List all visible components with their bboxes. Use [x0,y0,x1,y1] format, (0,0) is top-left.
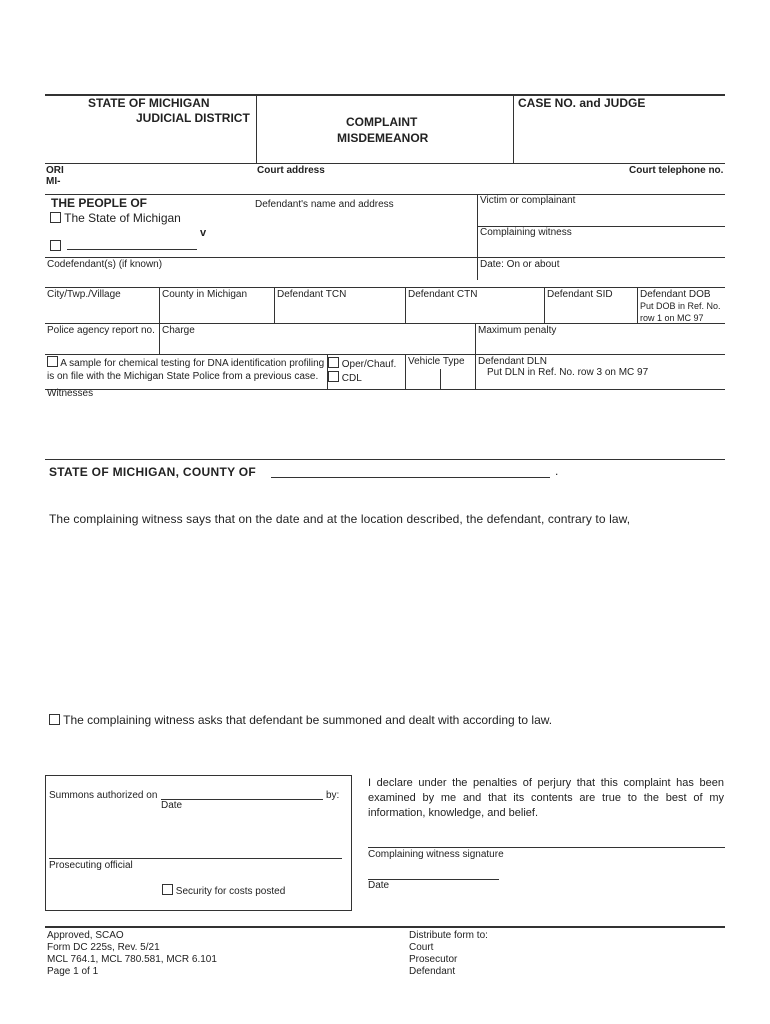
id-row-div-2 [274,287,275,323]
footer-approved: Approved, SCAO [47,930,124,941]
summoned-option[interactable] [49,713,552,727]
charge-row-top-rule [45,323,725,324]
dob-label: Defendant DOB [640,289,711,300]
state-michigan-checkbox[interactable] [50,212,61,223]
prosecuting-official-line[interactable] [49,858,342,859]
footer-page: Page 1 of 1 [47,966,99,977]
other-plaintiff-checkbox[interactable] [50,240,61,251]
versus-label: v [200,227,207,239]
id-row-div-5 [637,287,638,323]
tcn-label: Defendant TCN [277,289,347,300]
witness-statement: The complaining witness says that on the date and at the location described, the defendant, contrary to law, [49,512,631,526]
dob-note-2: row 1 on MC 97 [640,313,704,323]
parties-right-divider [477,194,478,280]
security-checkbox[interactable] [162,884,173,895]
header-divider-right [513,95,514,163]
city-label: City/Twp./Village [47,289,121,300]
charge-row-div [475,323,476,389]
other-plaintiff-line[interactable] [67,249,197,250]
license-type-options [328,357,396,385]
form-title-misdemeanor: MISDEMEANOR [337,131,429,145]
max-penalty-label: Maximum penalty [478,325,557,336]
dna-row-top-rule [45,354,725,355]
court-phone-label: Court telephone no. [629,165,724,176]
cdl-option[interactable] [328,371,396,385]
summons-date-line[interactable] [161,799,323,800]
victim-label: Victim or complainant [480,195,576,206]
date-on-or-about-label: Date: On or about [480,259,560,270]
state-michigan-label: The State of Michigan [64,211,181,225]
dna-row-div-2 [405,354,406,389]
summoned-checkbox[interactable] [49,714,60,725]
dna-checkbox[interactable] [47,356,58,367]
footer-distribution [409,930,488,978]
codefendants-label: Codefendant(s) (if known) [47,259,163,270]
oper-chauf-option[interactable] [328,357,396,371]
summons-by-label: by: [326,790,340,801]
header-state: STATE OF MICHIGAN [88,96,210,110]
people-of-label: THE PEOPLE OF [51,196,148,210]
summons-date-label: Date [161,800,183,811]
ori-label: ORI [46,165,64,176]
header-bottom-rule [45,163,725,164]
dln-label: Defendant DLN [478,356,547,367]
header-divider-left [256,95,257,163]
id-row-div-1 [159,287,160,354]
footer-left [47,930,217,978]
dln-note: Put DLN in Ref. No. row 3 on MC 97 [487,367,649,378]
dna-line-2: is on file with the Michigan State Police from a previous case. [47,371,319,382]
ctn-label: Defendant CTN [408,289,478,300]
county-label: County in Michigan [162,289,248,300]
vehicle-type-tick [440,369,441,389]
sid-label: Defendant SID [547,289,613,300]
declaration-date-label: Date [368,880,390,891]
signature-label: Complaining witness signature [368,849,504,860]
dob-note-1: Put DOB in Ref. No. [640,301,721,311]
other-plaintiff-option[interactable] [50,237,61,255]
footer-prosecutor: Prosecutor [409,954,458,965]
form-title-complaint: COMPLAINT [346,115,418,129]
state-michigan-option[interactable] [50,211,181,225]
summons-authorized-label: Summons authorized on [49,790,158,801]
signature-line[interactable] [368,847,725,848]
cdl-label: CDL [341,373,362,384]
mi-label: MI- [46,176,61,187]
parties-top-rule [45,194,725,195]
county-top-rule [45,459,725,460]
witnesses-label: Witnesses [47,388,94,399]
summoned-label: The complaining witness asks that defendant be summoned and dealt with according to law. [63,713,553,727]
dna-option[interactable] [47,356,324,383]
defendant-name-address-label: Defendant's name and address [255,199,394,210]
id-row-div-3 [405,287,406,323]
county-input-line[interactable] [271,477,550,478]
oper-chauf-checkbox[interactable] [328,357,339,368]
footer-mcl: MCL 764.1, MCL 780.581, MCR 6.101 [47,954,217,965]
declaration-text: I declare under the penalties of perjury that this complaint has been examined by me and that its contents are true to the best of my information, knowledge, and belief. [368,777,724,819]
security-label: Security for costs posted [175,886,286,897]
footer-form: Form DC 225s, Rev. 5/21 [47,942,160,953]
footer-court: Court [409,942,434,953]
county-line-label: STATE OF MICHIGAN, COUNTY OF [49,465,257,479]
prosecuting-official-label: Prosecuting official [49,860,133,871]
footer-distribute: Distribute form to: [409,930,488,941]
footer-defendant: Defendant [409,966,456,977]
dna-line-1: A sample for chemical testing for DNA identification profiling [60,358,325,369]
vehicle-type-label: Vehicle Type [408,356,465,367]
footer-rule [45,926,725,928]
case-no-label: CASE NO. and JUDGE [518,96,646,110]
cdl-checkbox[interactable] [328,371,339,382]
complaining-witness-label: Complaining witness [480,227,572,238]
county-period: . [555,464,559,478]
charge-label: Charge [162,325,195,336]
id-row-div-4 [544,287,545,323]
witnesses-rule [45,389,725,390]
codefendants-rule [45,257,725,258]
police-report-label: Police agency report no. [47,325,155,336]
oper-chauf-label: Oper/Chauf. [341,359,397,370]
court-address-label: Court address [257,165,325,176]
id-row-top-rule [45,287,725,288]
header-district: JUDICIAL DISTRICT [136,111,250,125]
security-option[interactable] [162,884,285,897]
